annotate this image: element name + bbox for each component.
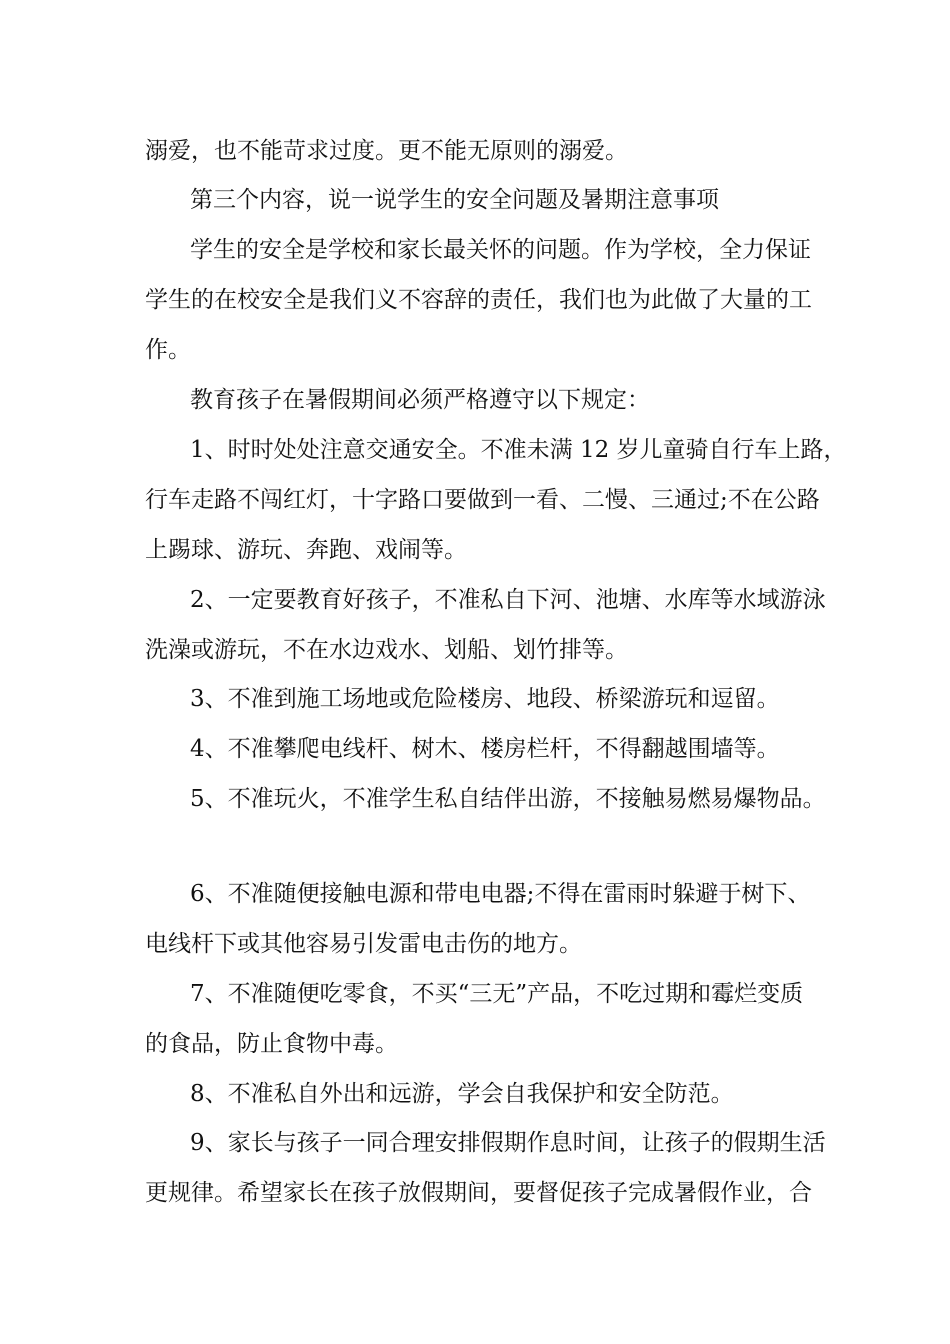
text-line: 2、一定要教育好孩子，不准私自下河、池塘、水库等水域游泳: [190, 587, 826, 613]
text-line: 9、家长与孩子一同合理安排假期作息时间，让孩子的假期生活: [190, 1130, 826, 1156]
text-line: 8、不准私自外出和远游，学会自我保护和安全防范。: [190, 1081, 734, 1107]
text-line: 学生的在校安全是我们义不容辞的责任，我们也为此做了大量的工: [145, 287, 812, 313]
text-line: 洗澡或游玩，不在水边戏水、划船、划竹排等。: [145, 637, 628, 663]
text-line: 学生的安全是学校和家长最关怀的问题。作为学校，全力保证: [190, 237, 811, 263]
text-line: 溺爱，也不能苛求过度。更不能无原则的溺爱。: [145, 138, 628, 164]
text-line: 1、时时处处注意交通安全。不准未满 12 岁儿童骑自行车上路，: [190, 437, 847, 463]
text-line: 7、不准随便吃零食，不买“三无”产品，不吃过期和霉烂变质: [190, 981, 804, 1007]
text-line: 的食品，防止食物中毒。: [145, 1031, 398, 1057]
text-line: 行车走路不闯红灯，十字路口要做到一看、二慢、三通过;不在公路: [145, 487, 820, 513]
text-line: 教育孩子在暑假期间必须严格遵守以下规定：: [190, 387, 650, 413]
text-line: 电线杆下或其他容易引发雷电击伤的地方。: [145, 931, 582, 957]
text-line: 5、不准玩火，不准学生私自结伴出游，不接触易燃易爆物品。: [190, 786, 826, 812]
text-line: 6、不准随便接触电源和带电电器;不得在雷雨时躲避于树下、: [190, 881, 811, 907]
text-line: 上踢球、游玩、奔跑、戏闹等。: [145, 537, 467, 563]
text-line: 4、不准攀爬电线杆、树木、楼房栏杆，不得翻越围墙等。: [190, 736, 780, 762]
text-line: 3、不准到施工场地或危险楼房、地段、桥梁游玩和逗留。: [190, 686, 780, 712]
text-line: 更规律。希望家长在孩子放假期间，要督促孩子完成暑假作业，合: [145, 1180, 812, 1206]
text-line: 作。: [145, 337, 191, 363]
text-line: 第三个内容，说一说学生的安全问题及暑期注意事项: [190, 187, 719, 213]
